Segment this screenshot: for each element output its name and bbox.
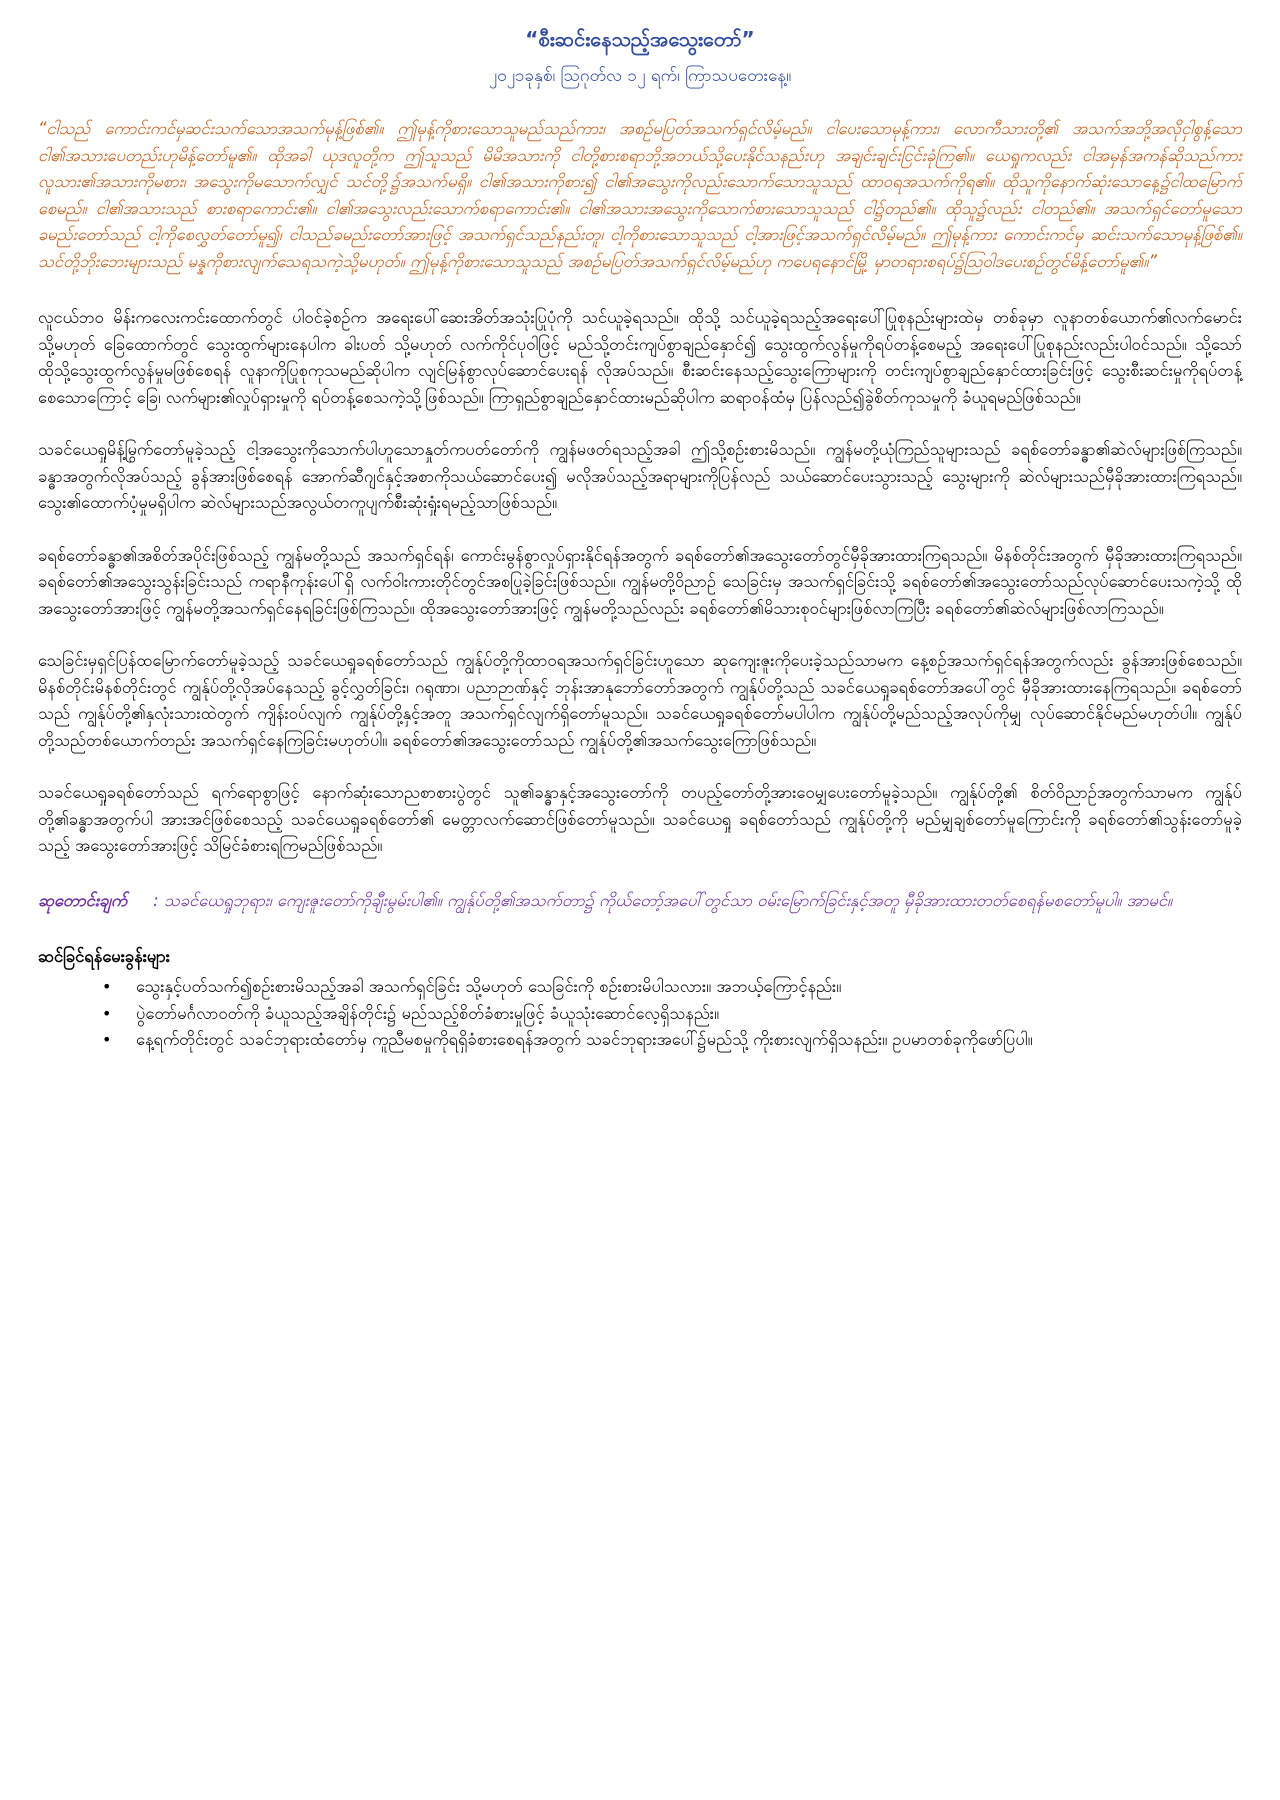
scripture-passage: “ငါသည် ကောင်းကင်မှဆင်းသက်သောအသက်မုန့်ဖြစ်၏။ ဤမုန့်ကိုစားသောသူမည်သည်ကား၊ အစဉ်မပြတ်အသက်ရှင်လိမ့်မည်။ ငါပေးသောမုန့်ကား၊ လောကီသားတို့၏ အသက်အဘို့အလိုငှါစွန့်သောငါ၏အသားပေတည်းဟုမိန့်တော်မူ၏။ ထိုအခါ ယုဒလူတို့က ဤသူသည် မိမိအသားကို ငါတို့စားစရာဘို့အဘယ်သို့ပေးနိုင်သနည်းဟု အချင်းချင်းငြင်းခုံကြ၏။ ယေရှုကလည်း ငါအမှန်အကန်ဆိုသည်ကား လူသား၏အသားကိုမစား၊ အသွေးကိုမသောက်လျှင် သင်တို့၌အသက်မရှိ။ ငါ၏အသားကိုစား၍ ငါ၏အသွေးကိုလည်းသောက်သောသူသည် ထာဝရအသက်ကိုရ၏။ ထိုသူကိုနောက်ဆုံးသောနေ့၌ငါထမြောက်စေမည်။ ငါ၏အသားသည် စားစရာကောင်း၏။ ငါ၏အသွေးလည်းသောက်စရာကောင်း၏။ ငါ၏အသားအသွေးကိုသောက်စားသောသူသည် ငါ၌တည်၏။ ထိုသူ၌လည်း ငါတည်၏။ အသက်ရှင်တော်မူသောခမည်းတော်သည် ငါ့ကိုစေလွှတ်တော်မူ၍၊ ငါသည်ခမည်းတော်အားဖြင့် အသက်ရှင်သည်နည်းတူ၊ ငါ့ကိုစားသောသူသည် ငါ့အားဖြင့်အသက်ရှင်လိမ့်မည်။ ဤမုန့်ကား ကောင်းကင်မှ ဆင်းသက်သောမုန့်ဖြစ်၏။ သင်တို့ဘိုးဘေးများသည် မန္နကိုစားလျက်သေရသကဲ့သို့မဟုတ်။ ဤမုန့်ကိုစားသောသူသည် အစဉ်မပြတ်အသက်ရှင်လိမ့်မည်ဟု ကပေရနောင်မြို့ မှာတရားစရပ်၌ဩဝါဒပေးစဉ်တွင်မိန့်တော်မူ၏။” — [38, 119, 1242, 271]
body-paragraph-4: သေခြင်းမှရှင်ပြန်ထမြောက်တော်မူခဲ့သည့် သခင်ယေရှုခရစ်တော်သည် ကျွန်ုပ်တို့ကိုထာဝရအသက်ရှင်ခြင်းဟူသော ဆုကျေးဇူးကိုပေးခဲ့သည်သာမက နေ့စဉ်အသက်ရှင်ရန်အတွက်လည်း ခွန်အားဖြစ်စေသည်။ မိနစ်တိုင်းမိနစ်တိုင်းတွင် ကျွန်ုပ်တို့လိုအပ်နေသည့် ခွင့်လွှတ်ခြင်း၊ ဂရုဏာ၊ ပညာဉာဏ်နှင့် ဘုန်းအာနုဘော်တော်အတွက် ကျွန်ုပ်တို့သည် သခင်ယေရှုခရစ်တော်အပေါ်တွင် မှီခိုအားထားနေကြရသည်။ ခရစ်တော်သည် ကျွန်ုပ်တို့၏နှလုံးသားထဲတွက် ကျိန်းဝပ်လျက် ကျွန်ုပ်တို့နှင့်အတူ အသက်ရှင်လျက်ရှိတော်မူသည်။ သခင်ယေရှုခရစ်တော်မပါပါက ကျွန်ုပ်တို့မည်သည့်အလုပ်ကိုမျှ လုပ်ဆောင်နိုင်မည်မဟုတ်ပါ။ ကျွန်ုပ်တို့သည်တစ်ယောက်တည်း အသက်ရှင်နေကြခြင်းမဟုတ်ပါ။ ခရစ်တော်၏အသွေးတော်သည် ကျွန်ုပ်တို့၏အသက်သွေးကြောဖြစ်သည်။ — [38, 651, 1242, 750]
bullet-icon: • — [102, 977, 112, 996]
question-text: သွေးနှင့်ပတ်သက်၍စဉ်းစားမိသည့်အခါ အသက်ရှင်ခြင်း သို့မဟုတ် သေခြင်းကို စဉ်းစားမိပါသလား။ အဘယ့်ကြောင့်နည်း။ — [136, 977, 842, 996]
question-item-1 — [102, 974, 1242, 1001]
questions-list — [38, 974, 1242, 1054]
body-paragraph-5: သခင်ယေရှုခရစ်တော်သည် ရက်ရောစွာဖြင့် နောက်ဆုံးသောညစာစားပွဲတွင် သူ၏ခန္ဓာနှင့်အသွေးတော်ကို တပည့်တော်တို့အားဝေမျှပေးတော်မူခဲ့သည်။ ကျွန်ုပ်တို့၏ စိတ်ဝိညာဉ်အတွက်သာမက ကျွန်ုပ်တို့၏ခန္ဓာအတွက်ပါ အားအင်ဖြစ်စေသည့် သခင်ယေရှုခရစ်တော်၏ မေတ္တာလက်ဆောင်ဖြစ်တော်မူသည်။ သခင်ယေရှု ခရစ်တော်သည် ကျွန်ုပ်တို့ကို မည်မျှချစ်တော်မူကြောင်းကို ခရစ်တော်၏သွန်းတော်မူခဲ့သည့် အသွေးတော်အားဖြင့် သိမြင်ခံစားရကြမည်ဖြစ်သည်။ — [38, 783, 1242, 855]
body-paragraph-1: လူငယ်ဘဝ မိန်းကလေးကင်းထောက်တွင် ပါဝင်ခဲ့စဉ်က အရေးပေါ်ဆေးအိတ်အသုံးပြုပုံကို သင်ယူခဲ့ရသည်။ ထိုသို့ သင်ယူခဲ့ရသည့်အရေးပေါ်ပြုစုနည်းများထဲမှ တစ်ခုမှာ လူနာတစ်ယောက်၏လက်မောင်း သို့မဟုတ် ခြေထောက်တွင် သွေးထွက်များနေပါက ခါးပတ် သို့မဟုတ် လက်ကိုင်ပုဝါဖြင့် မည်သို့တင်းကျပ်စွာချည်နှောင်၍ သွေးထွက်လွန်မှုကိုရပ်တန့်စေမည့် အရေးပေါ်ပြုစုနည်းလည်းပါဝင်သည်။ သို့သော် ထိုသို့သွေးထွက်လွန်မှုမဖြစ်စေရန် လူနာကိုပြုစုကုသမည်ဆိုပါက လျင်မြန်စွာလုပ်ဆောင်ပေးရန် လိုအပ်သည်။ စီးဆင်းနေသည့်သွေးကြောများကို တင်းကျပ်စွာချည်နှောင်ထားခြင်းဖြင့် သွေးစီးဆင်းမှုကိုရပ်တန့်စေသောကြောင့် ခြေ၊ လက်များ၏လှုပ်ရှားမှုကို ရပ်တန့်စေသကဲ့သို့ဖြစ်သည်။ ကြာရှည်စွာချည်နှောင်ထားမည်ဆိုပါက ဆရာဝန်ထံမှ ပြန်လည်၍ခွဲစိတ်ကုသမှုကို ခံယူရမည်ဖြစ်သည်။ — [38, 308, 1242, 407]
body-paragraph-2: သခင်ယေရှုမိန့်မြွက်တော်မူခဲ့သည့် ငါ့အသွေးကိုသောက်ပါဟူသောနှုတ်ကပတ်တော်ကို ကျွန်မဖတ်ရသည့်အခါ ဤသို့စဉ်းစားမိသည်။ ကျွန်မတို့ယုံကြည်သူများသည် ခရစ်တော်ခန္ဓာ၏ဆဲလ်များဖြစ်ကြသည်။ ခန္ဓာအတွက်လိုအပ်သည့် ခွန်အားဖြစ်စေရန် အောက်ဆီဂျင်နှင့်အစာကိုသယ်ဆောင်ပေး၍ မလိုအပ်သည့်အရာများကိုပြန်လည် သယ်ဆောင်ပေးသွားသည့် သွေးများကို ဆဲလ်များသည်မှီခိုအားထားကြရသည်။ သွေး၏ထောက်ပံ့မှုမရှိပါက ဆဲလ်များသည်အလွယ်တကူပျက်စီးဆုံးရှုံးရမည့်သာဖြစ်သည်။ — [38, 440, 1242, 512]
page-title: “စီးဆင်းနေသည့်အသွေးတော်” — [525, 27, 755, 51]
questions-heading: ဆင်ခြင်ရန်မေးခွန်းများ — [38, 947, 170, 966]
prayer — [38, 888, 1242, 915]
question-text: ပွဲတော်မင်္ဂလာဝတ်ကို ခံယူသည့်အချိန်တိုင်း၌ မည်သည့်စိတ်ခံစားမှုဖြင့် ခံယူသုံးဆောင်လေ့ရှိသနည်း။ — [136, 1003, 719, 1023]
question-text: နေ့ရက်တိုင်းတွင် သခင်ဘုရားထံတော်မှ ကူညီမစမှုကိုရရှိခံစားစေရန်အတွက် သခင်ဘုရားအပေါ်၌မည်သို့ ကိုးစားလျက်ရှိသနည်း။ ဥပမာတစ်ခုကိုဖော်ပြပါ။ — [136, 1030, 1033, 1049]
prayer-text: : သခင်ယေရှုဘုရား၊ ကျေးဇူးတော်ကိုချီးမွမ်းပါ၏။ ကျွန်ုပ်တို့၏အသက်တာ၌ ကိုယ်တော့်အပေါ်တွင်သာ ဝမ်းမြောက်ခြင်းနှင့်အတူ မှီခိုအားထားတတ်စေရန်မစတော်မူပါ။ အာမင်။ — [153, 890, 1173, 910]
body-paragraph-3: ခရစ်တော်ခန္ဓာ၏အစိတ်အပိုင်းဖြစ်သည့် ကျွန်မတို့သည် အသက်ရှင်ရန်၊ ကောင်းမွန်စွာလှုပ်ရှားနိုင်ရန်အတွက် ခရစ်တော်၏အသွေးတော်တွင်မှီခိုအားထားကြရသည်။ မိနစ်တိုင်းအတွက် မှီခိုအားထားကြရသည်။ ခရစ်တော်၏အသွေးသွန်းခြင်းသည် ကရာနီကုန်းပေါ်ရှိ လက်ဝါးကားတိုင်တွင်အစပြုခဲ့ခြင်းဖြစ်သည်။ ကျွန်မတို့ဝိညာဉ် သေခြင်းမှ အသက်ရှင်ခြင်းသို့ ခရစ်တော်၏အသွေးတော်သည်လုပ်ဆောင်ပေးသကဲ့သို့ ထိုအသွေးတော်အားဖြင့် ကျွန်မတို့အသက်ရှင်နေရခြင်းဖြစ်ကြသည်။ ထိုအသွေးတော်အားဖြင့် ကျွန်မတို့သည်လည်း ခရစ်တော်၏မိသားစုဝင်များဖြစ်လာကြပြီး ခရစ်တော်၏ဆဲလ်များဖြစ်လာကြသည်။ — [38, 545, 1242, 618]
bullet-icon: • — [102, 1030, 112, 1049]
question-item-3 — [102, 1027, 1242, 1054]
bullet-icon: • — [102, 1003, 112, 1023]
date-line: ၂၀၂၁ခုနှစ်၊ ဩဂုတ်လ ၁၂ ရက်၊ ကြာသပတေးနေ့။ — [488, 66, 792, 86]
prayer-label: ဆုတောင်းချက် — [38, 890, 128, 910]
question-item-2 — [102, 1001, 1242, 1028]
